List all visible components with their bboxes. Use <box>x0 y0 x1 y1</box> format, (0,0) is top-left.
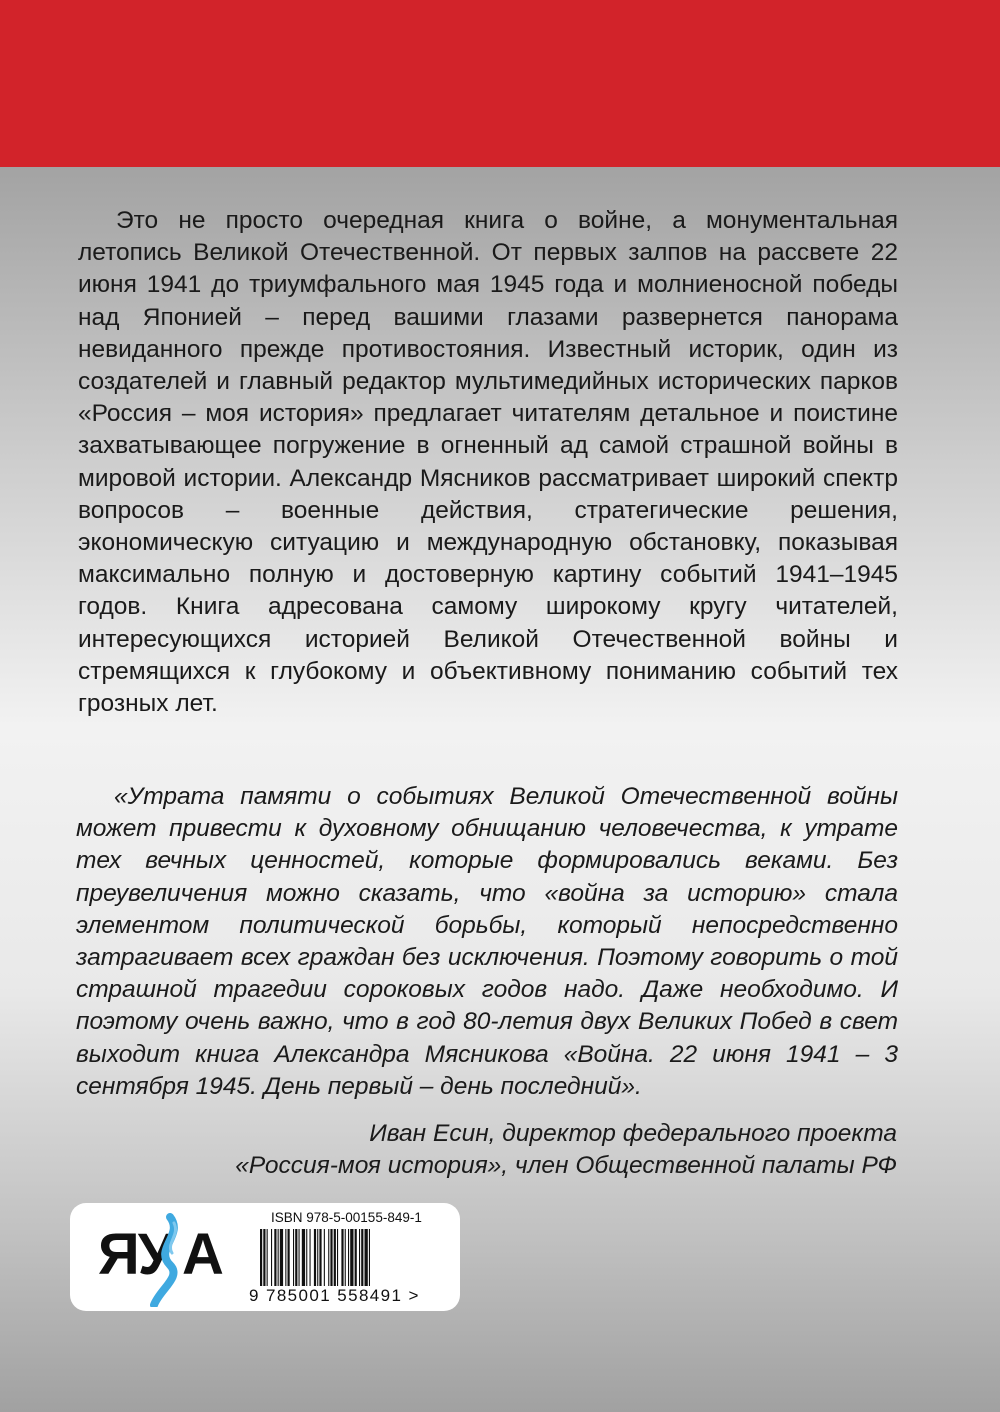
logo-text-right: А <box>182 1222 222 1287</box>
red-header-band <box>0 0 1000 167</box>
logo-swoosh-icon <box>150 1213 186 1307</box>
attribution-line-2: «Россия-моя история», член Общественной палаты РФ <box>235 1152 897 1179</box>
book-annotation: Это не просто очередная книга о войне, а монументальная летопись Великой Отечественной. От первых залпов на рассвете 22 июня 1941 до триумфального мая 1945 года и молниеносной победы над Японией – перед вашими глазами развернется панорама невиданного прежде противостояния. Известный историк, один из создателей и главный редактор мультимедийных исторических парков «Россия – моя история» предлагает читателям детальное и поистине захватывающее погружение в огненный ад самой страшной войны в мировой истории. Александр Мясников рассматривает широкий спектр вопросов – военные действия, стратегические решения, экономическую ситуацию и международную обстановку, показывая максимально полную и достоверную картину событий 1941–1945 годов. Книга адресована самому широкому кругу читателей, интересующихся историей Великой Отечественной войны и стремящихся к глубокому и объективному пониманию событий тех грозных лет. <box>78 207 898 718</box>
ean-digits: 9 785001 558491 > <box>249 1286 420 1305</box>
review-quote: «Утрата памяти о событиях Великой Отечественной войны может привести к духовному обнищанию человечества, к утрате тех вечных ценностей, которые формировались веками. Без преувеличения можно сказать, что «война за историю» стала элементом политической борьбы, который непосредственно затрагивает всех граждан без исключения. Поэтому говорить о той страшной трагедии сороковых годов надо. Даже необходимо. И поэтому очень важно, что в год 80-летия двух Великих Побед в свет выходит книга Александра Мясникова «Война. 22 июня 1941 – 3 сентября 1945. День первый – день последний». <box>76 783 898 1100</box>
publisher-logo <box>98 1213 222 1307</box>
imprint-panel <box>70 1203 460 1311</box>
barcode-icon <box>260 1229 450 1293</box>
attribution-line-1: Иван Есин, директор федерального проекта <box>369 1120 897 1147</box>
isbn-label: ISBN 978-5-00155-849-1 <box>271 1210 422 1225</box>
quote-attribution <box>77 1118 897 1182</box>
logo-text-left: ЯУ <box>98 1222 172 1287</box>
